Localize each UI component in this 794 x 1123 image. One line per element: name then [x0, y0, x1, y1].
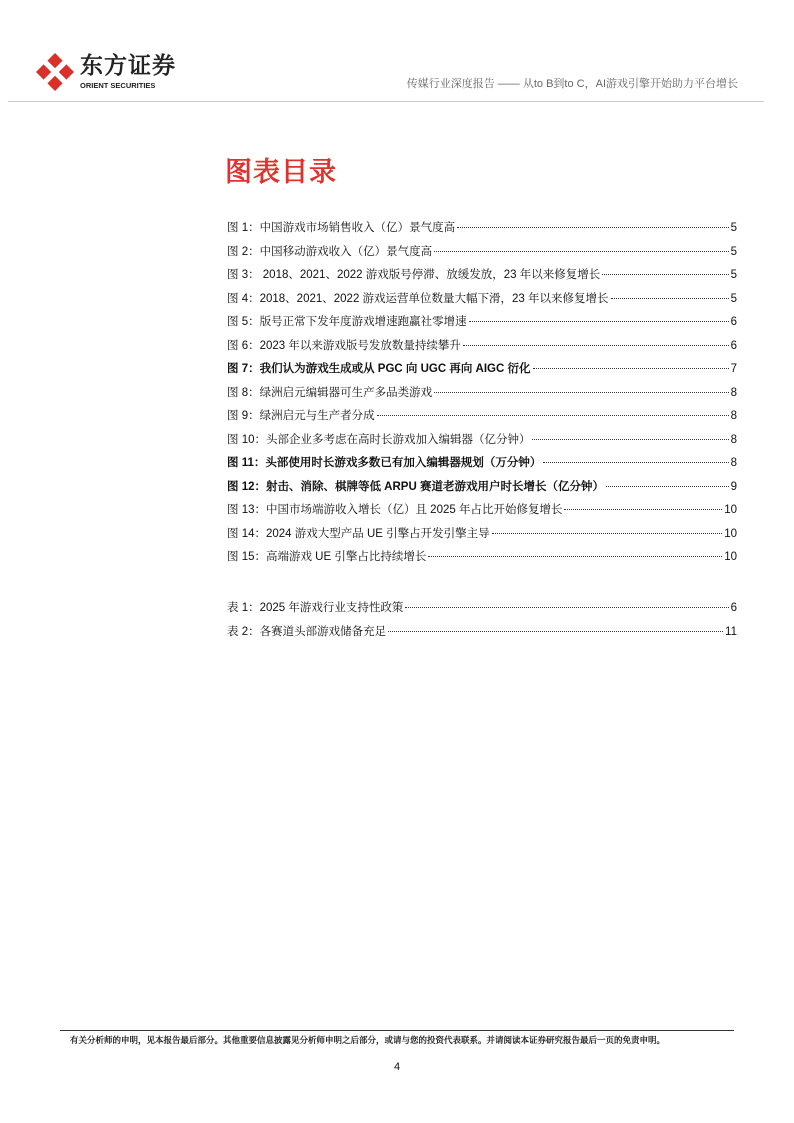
leader-dots [405, 607, 728, 608]
figure-list [227, 220, 737, 573]
toc-entry-label: 图 7：我们认为游戏生成或从 PGC 向 UGC 再向 AIGC 衍化 [227, 363, 531, 375]
leader-dots [564, 509, 722, 510]
leader-dots [434, 251, 729, 252]
toc-entry[interactable] [227, 361, 737, 385]
toc-entry[interactable] [227, 526, 737, 550]
toc-entry-page: 5 [730, 269, 737, 281]
toc-entry[interactable] [227, 502, 737, 526]
toc-entry-page: 8 [730, 410, 737, 422]
toc-title: 图表目录 [225, 157, 337, 187]
brand-name-cn: 东方证券 [80, 52, 176, 78]
toc-entry-label: 图 1：中国游戏市场销售收入（亿）景气度高 [227, 222, 456, 234]
brand-name-en: ORIENT SECURITIES [80, 81, 156, 90]
toc-entry[interactable] [227, 267, 737, 291]
toc-entry[interactable] [227, 432, 737, 456]
page-number: 4 [393, 1061, 401, 1073]
leader-dots [463, 345, 729, 346]
toc-entry-label: 图 11：头部使用时长游戏多数已有加入编辑器规划（万分钟） [227, 457, 542, 469]
toc-entry[interactable] [227, 244, 737, 268]
toc-entry-page: 6 [730, 602, 737, 614]
toc-entry-label: 图 2：中国移动游戏收入（亿）景气度高 [227, 245, 433, 258]
toc-entry-label: 图 12：射击、消除、棋牌等低 ARPU 赛道老游戏用户时长增长（亿分钟） [227, 480, 604, 493]
toc-entry-page: 8 [730, 457, 737, 469]
table-list [227, 600, 737, 647]
toc-entry[interactable] [227, 338, 737, 362]
toc-entry-label: 图 15：高端游戏 UE 引擎占比持续增长 [227, 551, 427, 563]
toc-entry-page: 6 [730, 339, 737, 352]
leader-dots [606, 486, 729, 487]
toc-entry-page: 9 [730, 480, 737, 493]
toc-entry[interactable] [227, 220, 737, 244]
leader-dots [492, 533, 723, 534]
toc-entry-label: 图 13：中国市场端游收入增长（亿）且 2025 年占比开始修复增长 [227, 504, 563, 516]
toc-entry-label: 图 3： 2018、2021、2022 游戏版号停滞、放缓发放，23 年以来修复增长 [227, 269, 601, 281]
leader-dots [543, 462, 728, 463]
leader-dots [469, 321, 729, 322]
toc-entry-label: 表 1：2025 年游戏行业支持性政策 [227, 602, 404, 614]
orient-securities-logo-icon [36, 53, 74, 91]
toc-entry-page: 5 [730, 292, 737, 305]
toc-entry-page: 10 [724, 527, 737, 540]
leader-dots [434, 392, 729, 393]
report-title: 传媒行业深度报告 —— 从to B到to C，AI游戏引擎开始助力平台增长 [406, 78, 738, 90]
leader-dots [611, 298, 729, 299]
toc-entry[interactable] [227, 624, 737, 648]
toc-entry-label: 图 8：绿洲启元编辑器可生产多品类游戏 [227, 386, 433, 399]
toc-entry-label: 图 10：头部企业多考虑在高时长游戏加入编辑器（亿分钟） [227, 433, 531, 446]
toc-entry-page: 11 [725, 625, 737, 638]
leader-dots [388, 631, 723, 632]
toc-entry-page: 5 [730, 222, 737, 234]
toc-entry-label: 表 2：各赛道头部游戏储备充足 [227, 625, 387, 638]
toc-entry[interactable] [227, 549, 737, 573]
toc-entry-page: 10 [724, 504, 737, 516]
toc-entry-page: 8 [730, 386, 737, 399]
header-divider [8, 101, 764, 102]
toc-entry-page: 10 [724, 551, 737, 563]
toc-entry-label: 图 9：绿洲启元与生产者分成 [227, 410, 375, 422]
leader-dots [532, 439, 728, 440]
toc-entry-label: 图 6：2023 年以来游戏版号发放数量持续攀升 [227, 339, 461, 352]
toc-entry-page: 5 [730, 245, 737, 258]
toc-entry-label: 图 14：2024 游戏大型产品 UE 引擎占开发引擎主导 [227, 527, 490, 540]
toc-entry-label: 图 4：2018、2021、2022 游戏运营单位数量大幅下滑，23 年以来修复增长 [227, 292, 609, 305]
leader-dots [428, 556, 722, 557]
footer-disclaimer: 有关分析师的申明，见本报告最后部分。其他重要信息披露见分析师申明之后部分，或请与您的投资代表联系。并请阅读本证券研究报告最后一页的免责申明。 [70, 1035, 666, 1045]
leader-dots [457, 227, 729, 228]
leader-dots [377, 415, 729, 416]
toc-entry[interactable] [227, 314, 737, 338]
toc-entry-page: 7 [730, 363, 737, 375]
toc-entry[interactable] [227, 479, 737, 503]
toc-entry-label: 图 5：版号正常下发年度游戏增速跑赢社零增速 [227, 316, 467, 328]
toc-entry-page: 8 [730, 433, 737, 446]
leader-dots [533, 368, 729, 369]
footer-divider [60, 1030, 734, 1031]
toc-entry[interactable] [227, 408, 737, 432]
leader-dots [602, 274, 728, 275]
toc-entry[interactable] [227, 385, 737, 409]
toc-entry[interactable] [227, 291, 737, 315]
toc-entry[interactable] [227, 600, 737, 624]
toc-entry-page: 6 [730, 316, 737, 328]
toc-entry[interactable] [227, 455, 737, 479]
